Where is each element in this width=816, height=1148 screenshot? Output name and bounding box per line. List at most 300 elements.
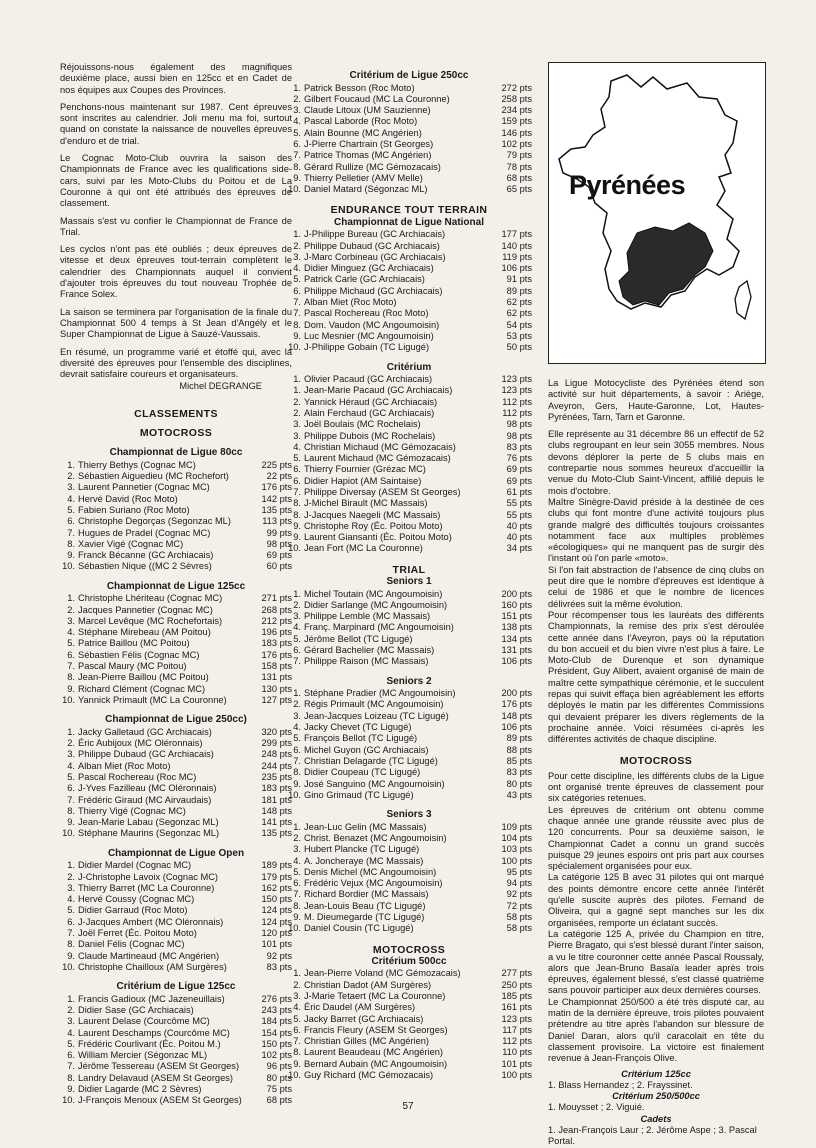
rider-name: Alain Ferchaud (GC Archiacais) bbox=[304, 407, 435, 418]
motocross-heading: MOTOCROSS bbox=[139, 427, 213, 440]
section-subheading: Critérium 500cc bbox=[371, 955, 447, 967]
rank-number: 5. bbox=[67, 771, 75, 782]
rank-number: 10. bbox=[62, 1095, 75, 1106]
rider-entry bbox=[60, 505, 190, 516]
rider-name: Didier Hapiot (AM Saintaise) bbox=[304, 475, 422, 486]
ranking-row bbox=[286, 320, 532, 331]
rider-name: Jacky Chevet (TC Ligugé) bbox=[304, 722, 412, 733]
criterium-250-heading: Critérium 250/500cc bbox=[612, 1091, 700, 1102]
rider-entry bbox=[286, 173, 423, 184]
ranking-row bbox=[286, 543, 532, 554]
rider-entry bbox=[60, 928, 197, 939]
rider-entry bbox=[60, 661, 187, 672]
rider-name: J-Michel Birault (MC Massais) bbox=[304, 498, 428, 509]
rider-points: 106 pts bbox=[501, 656, 532, 667]
rider-entry bbox=[286, 308, 429, 319]
rider-entry bbox=[60, 795, 211, 806]
rider-points: 100 pts bbox=[501, 855, 532, 866]
rider-points: 160 pts bbox=[501, 599, 532, 610]
rider-name: Christian Dadot (AM Surgères) bbox=[304, 979, 432, 990]
rank-number: 7. bbox=[67, 1061, 75, 1072]
ranking-row bbox=[286, 912, 532, 923]
rank-number: 7. bbox=[293, 150, 301, 161]
intro-paragraph: Les cyclos n'ont pas été oubliés ; deux épreuves de vitesse et deux épreuves tout-terrain complètent le calendrier des Championnats auquel il convient d'ajouter trois épreuves du tout nouveau Trophée de France Solex. bbox=[60, 244, 292, 300]
ranking-row bbox=[286, 162, 532, 173]
ranking-list bbox=[286, 968, 532, 1081]
rider-name: Thierry Vigé (Cognac MC) bbox=[78, 805, 186, 816]
rider-name: Didier Coupeau (TC Ligugé) bbox=[304, 767, 421, 778]
rider-points: 76 pts bbox=[506, 453, 532, 464]
rank-number: 3. bbox=[67, 882, 75, 893]
rider-name: Luc Mesnier (MC Angoumoisin) bbox=[304, 330, 434, 341]
rider-points: 183 pts bbox=[261, 783, 292, 794]
rider-points: 109 pts bbox=[501, 821, 532, 832]
rank-number: 3. bbox=[293, 105, 301, 116]
rider-name: Pascal Maury (MC Poitou) bbox=[78, 661, 187, 672]
rider-name: Richard Bordier (MC Massais) bbox=[304, 889, 429, 900]
rank-number: 10. bbox=[62, 961, 75, 972]
ranking-row bbox=[286, 139, 532, 150]
rider-points: 162 pts bbox=[261, 882, 292, 893]
rider-entry bbox=[60, 1028, 230, 1039]
rider-name: Christ. Benazet (MC Angoumoisin) bbox=[304, 832, 447, 843]
rider-name: Christian Delagarde (TC Ligugé) bbox=[304, 755, 438, 766]
rank-number: 1. bbox=[293, 688, 301, 699]
rider-entry bbox=[286, 1070, 433, 1081]
rider-entry bbox=[60, 749, 214, 760]
rider-entry bbox=[60, 894, 194, 905]
rank-number: 1. bbox=[293, 229, 301, 240]
rank-number: 8. bbox=[293, 509, 301, 520]
rider-points: 43 pts bbox=[506, 789, 532, 800]
rank-number: 3. bbox=[293, 710, 301, 721]
rank-number: 8. bbox=[293, 767, 301, 778]
section-heading: Championnat de Ligue 125cc bbox=[106, 580, 246, 592]
rider-name: J-Jacques Naegeli (MC Massais) bbox=[304, 509, 441, 520]
rank-number: 5. bbox=[293, 733, 301, 744]
ranking-row bbox=[60, 1005, 292, 1016]
rider-name: Laurent Delase (Courcôme MC) bbox=[78, 1016, 210, 1027]
ranking-row bbox=[286, 1047, 532, 1058]
rank-number: 7. bbox=[293, 755, 301, 766]
rank-number: 6. bbox=[67, 649, 75, 660]
rank-number: 6. bbox=[293, 285, 301, 296]
rider-entry bbox=[60, 962, 227, 973]
rider-points: 95 pts bbox=[506, 866, 532, 877]
rider-entry bbox=[60, 1073, 233, 1084]
rider-entry bbox=[286, 532, 452, 543]
rider-points: 98 pts bbox=[506, 419, 532, 430]
rider-points: 85 pts bbox=[506, 755, 532, 766]
rank-number: 9. bbox=[293, 330, 301, 341]
rider-entry bbox=[60, 761, 170, 772]
rider-points: 83 pts bbox=[266, 961, 292, 972]
rider-points: 179 pts bbox=[261, 871, 292, 882]
rider-entry bbox=[60, 817, 219, 828]
rank-number: 2. bbox=[293, 979, 301, 990]
ranking-row bbox=[286, 116, 532, 127]
section-heading: Championnat de Ligue 80cc bbox=[109, 447, 243, 459]
rider-name: Éric Daudel (AM Surgères) bbox=[304, 1002, 416, 1013]
rider-points: 55 pts bbox=[506, 498, 532, 509]
rider-entry bbox=[286, 241, 440, 252]
rider-name: Didier Minguez (GC Archiacais) bbox=[304, 263, 434, 274]
rider-name: Philippe Lemble (MC Massais) bbox=[304, 611, 431, 622]
rank-number: 9. bbox=[293, 1058, 301, 1069]
ranking-row bbox=[286, 521, 532, 532]
rank-number: 6. bbox=[293, 878, 301, 889]
rider-entry bbox=[286, 184, 428, 195]
rider-points: 106 pts bbox=[501, 263, 532, 274]
rider-name: Xavier Vigé (Cognac MC) bbox=[78, 538, 184, 549]
rank-number: 10. bbox=[288, 184, 301, 195]
rank-number: 6. bbox=[293, 464, 301, 475]
ranking-row bbox=[286, 83, 532, 94]
rider-entry bbox=[60, 917, 223, 928]
rider-name: Jacky Barret (GC Archiacais) bbox=[304, 1013, 424, 1024]
ranking-row bbox=[286, 790, 532, 801]
section-heading: TRIAL bbox=[392, 563, 426, 576]
rider-name: Gérard Bachelier (MC Massais) bbox=[304, 645, 435, 656]
rider-points: 250 pts bbox=[501, 979, 532, 990]
ranking-row bbox=[60, 672, 292, 683]
rider-entry bbox=[286, 150, 431, 161]
rider-points: 119 pts bbox=[502, 251, 532, 262]
rider-name: Jérôme Tessereau (ASEM St Georges) bbox=[78, 1061, 240, 1072]
page-number: 57 bbox=[402, 1101, 414, 1112]
rider-points: 123 pts bbox=[501, 1013, 532, 1024]
ranking-row bbox=[286, 252, 532, 263]
ranking-list bbox=[286, 83, 532, 196]
section-heading: Championnat de Ligue 250cc) bbox=[105, 714, 247, 726]
ranking-row bbox=[286, 464, 532, 475]
rider-points: 58 pts bbox=[506, 923, 532, 934]
rider-name: Didier Lagarde (MC 2 Sèvres) bbox=[78, 1084, 202, 1095]
rider-points: 61 pts bbox=[506, 487, 532, 497]
rider-name: Jean-Louis Beau (TC Ligugé) bbox=[304, 900, 426, 911]
rider-points: 200 pts bbox=[501, 688, 532, 699]
ranking-row bbox=[286, 767, 532, 778]
rider-name: Michel Guyon (GC Archiacais) bbox=[304, 744, 429, 755]
rider-name: Didier Sarlange (MC Angoumoisin) bbox=[304, 599, 448, 610]
section-heading: Seniors 3 bbox=[386, 809, 432, 821]
rider-entry bbox=[60, 627, 211, 638]
ranking-row bbox=[286, 442, 532, 453]
rider-points: 102 pts bbox=[501, 138, 532, 149]
rider-entry bbox=[60, 806, 186, 817]
rider-name: Stéphane Maurins (Segonzac ML) bbox=[78, 828, 220, 839]
rider-entry bbox=[286, 252, 446, 263]
rider-entry bbox=[286, 622, 454, 633]
rider-points: 91 pts bbox=[506, 274, 532, 285]
ranking-list bbox=[286, 374, 532, 555]
ranking-row bbox=[286, 1070, 532, 1081]
ranking-list bbox=[60, 727, 292, 840]
intro-paragraph: En résumé, un programme varié et étoffé qui, avec la diversité des épreuves pour l'ensemble des disciplines, devrait satisfaire coureurs et organisateurs. bbox=[60, 346, 292, 380]
ranking-row bbox=[286, 431, 532, 442]
rider-points: 135 pts bbox=[261, 828, 292, 839]
ranking-row bbox=[60, 471, 292, 482]
section-heading: Championnat de Ligue Open bbox=[107, 847, 245, 859]
rank-number: 8. bbox=[67, 672, 75, 683]
rider-name: Yannick Héraud (GC Archiacais) bbox=[304, 396, 438, 407]
ranking-list bbox=[286, 589, 532, 668]
rider-points: 102 pts bbox=[261, 1050, 292, 1061]
rider-points: 106 pts bbox=[501, 722, 532, 733]
rank-number: 10. bbox=[288, 789, 301, 800]
rider-entry bbox=[286, 980, 431, 991]
rider-entry bbox=[286, 162, 441, 173]
ranking-row bbox=[286, 1002, 532, 1013]
rank-number: 2. bbox=[67, 471, 75, 482]
rider-name: J-Jacques Ambert (MC Oléronnais) bbox=[78, 916, 224, 927]
ranking-row bbox=[286, 611, 532, 622]
ranking-row bbox=[60, 684, 292, 695]
ranking-list bbox=[60, 593, 292, 706]
rider-points: 271 pts bbox=[261, 593, 292, 604]
rider-entry bbox=[60, 616, 222, 627]
intro-paragraph: La saison se terminera par l'organisation de la finale du Championnat 500 4 temps à St Jean d'Angély et le Super Championnat de Ligue à Sauzé-Vaussais. bbox=[60, 306, 292, 340]
rider-name: Alain Bounne (MC Angérien) bbox=[304, 127, 422, 138]
rank-number: 5. bbox=[293, 453, 301, 464]
rider-name: Éric Aubijoux (MC Oléronnais) bbox=[78, 738, 203, 749]
rider-entry bbox=[60, 727, 212, 738]
rider-points: 189 pts bbox=[261, 860, 292, 871]
rider-name: Sébastien Nique ((MC 2 Sèvres) bbox=[78, 561, 212, 572]
rider-points: 181 pts bbox=[261, 794, 292, 805]
rider-name: Daniel Cousin (TC Ligugé) bbox=[304, 923, 414, 934]
rider-points: 69 pts bbox=[506, 464, 532, 475]
rider-entry bbox=[286, 912, 424, 923]
rider-entry bbox=[286, 521, 442, 532]
rider-points: 120 pts bbox=[261, 928, 292, 938]
rider-entry bbox=[286, 711, 449, 722]
rank-number: 1. bbox=[67, 593, 75, 604]
rider-points: 68 pts bbox=[266, 1095, 292, 1106]
rider-name: Sébastien Félis (Cognac MC) bbox=[78, 649, 200, 660]
rider-name: Jean-Marie Pacaud (GC Archiacais) bbox=[304, 385, 453, 396]
rider-entry bbox=[60, 883, 214, 894]
rider-points: 130 pts bbox=[261, 683, 292, 694]
rider-points: 92 pts bbox=[266, 950, 292, 961]
rider-entry bbox=[286, 844, 419, 855]
rider-points: 40 pts bbox=[506, 520, 532, 531]
rider-name: Franç. Marpinard (MC Angoumoisin) bbox=[304, 622, 454, 633]
rider-name: Christophe Lhériteau (Cognac MC) bbox=[78, 593, 223, 604]
rider-points: 183 pts bbox=[261, 638, 292, 649]
rank-number: 7. bbox=[293, 889, 301, 900]
rider-name: Jacky Galletaud (GC Archiacais) bbox=[78, 726, 212, 737]
rider-points: 158 pts bbox=[261, 661, 292, 672]
rider-entry bbox=[286, 991, 445, 1002]
rider-points: 98 pts bbox=[266, 538, 292, 549]
rider-points: 148 pts bbox=[501, 710, 532, 721]
rank-number: 7. bbox=[67, 527, 75, 538]
rider-entry bbox=[286, 408, 434, 419]
ranking-row bbox=[60, 494, 292, 505]
rider-entry bbox=[286, 297, 396, 308]
rider-entry bbox=[60, 684, 205, 695]
rider-points: 138 pts bbox=[501, 622, 532, 633]
rank-number: 4. bbox=[67, 760, 75, 771]
rider-entry bbox=[286, 263, 434, 274]
rider-points: 50 pts bbox=[506, 342, 532, 353]
ranking-row bbox=[60, 939, 292, 950]
rank-number: 2. bbox=[293, 407, 301, 418]
ranking-row bbox=[60, 627, 292, 638]
rider-points: 176 pts bbox=[261, 482, 292, 493]
rank-number: 10. bbox=[62, 828, 75, 839]
rider-name: Yannick Primault (MC La Couronne) bbox=[78, 694, 227, 705]
rider-points: 62 pts bbox=[506, 308, 532, 319]
ranking-row bbox=[286, 184, 532, 195]
rank-number: 4. bbox=[67, 627, 75, 638]
ranking-row bbox=[60, 482, 292, 493]
rider-points: 110 pts bbox=[502, 1047, 532, 1058]
ranking-row bbox=[286, 889, 532, 900]
ranking-row bbox=[60, 460, 292, 471]
rank-number: 3. bbox=[67, 749, 75, 760]
section-subheading: Seniors 1 bbox=[386, 576, 432, 588]
rider-entry bbox=[60, 605, 213, 616]
rider-name: Jérôme Bellot (TC Ligugé) bbox=[304, 633, 413, 644]
ranking-row bbox=[60, 561, 292, 572]
rider-name: Laurent Deschamps (Courcôme MC) bbox=[78, 1027, 230, 1038]
rider-entry bbox=[60, 494, 178, 505]
rider-points: 299 pts bbox=[261, 738, 292, 749]
rider-entry bbox=[60, 905, 188, 916]
rank-number: 3. bbox=[67, 482, 75, 493]
rider-points: 244 pts bbox=[261, 760, 292, 771]
column-left bbox=[60, 62, 292, 1107]
rider-entry bbox=[286, 464, 426, 475]
rider-points: 112 pts bbox=[502, 396, 532, 407]
rider-entry bbox=[286, 733, 417, 744]
ranking-list bbox=[60, 994, 292, 1107]
rank-number: 8. bbox=[67, 1072, 75, 1083]
rider-name: Didier Mardel (Cognac MC) bbox=[78, 860, 192, 871]
ranking-row bbox=[286, 645, 532, 656]
rider-points: 55 pts bbox=[506, 509, 532, 520]
rider-name: Christian Michaud (MC Gémozacais) bbox=[304, 441, 456, 452]
rider-points: 268 pts bbox=[261, 604, 292, 615]
rider-name: Patrice Thomas (MC Angérien) bbox=[304, 150, 432, 161]
rider-name: J-François Menoux (ASEM St Georges) bbox=[78, 1095, 242, 1106]
ranking-row bbox=[60, 695, 292, 706]
rider-entry bbox=[286, 822, 426, 833]
rider-entry bbox=[286, 487, 461, 498]
ranking-row bbox=[286, 634, 532, 645]
rider-points: 258 pts bbox=[501, 93, 532, 104]
rider-name: Christophe Degorças (Segonzac ML) bbox=[78, 516, 231, 527]
rider-name: Gilbert Foucaud (MC La Couronne) bbox=[304, 93, 450, 104]
rider-points: 62 pts bbox=[506, 297, 532, 308]
ranking-row bbox=[286, 487, 532, 498]
rank-number: 4. bbox=[67, 894, 75, 905]
rank-number: 8. bbox=[67, 939, 75, 950]
rank-number: 6. bbox=[293, 138, 301, 149]
ranking-row bbox=[286, 1025, 532, 1036]
col2-rankings bbox=[286, 70, 532, 1081]
rider-name: Hervé David (Roc Moto) bbox=[78, 493, 178, 504]
rank-number: 7. bbox=[293, 487, 301, 497]
rider-entry bbox=[286, 397, 437, 408]
ranking-list bbox=[286, 229, 532, 353]
rider-entry bbox=[286, 510, 440, 521]
rider-entry bbox=[60, 650, 199, 661]
rider-entry bbox=[60, 1050, 207, 1061]
rider-points: 234 pts bbox=[501, 105, 532, 116]
ranking-row bbox=[286, 1059, 532, 1070]
rank-number: 9. bbox=[67, 550, 75, 561]
rider-name: J-Pierre Chartrain (St Georges) bbox=[304, 138, 434, 149]
ranking-row bbox=[286, 374, 532, 385]
rider-points: 150 pts bbox=[261, 1038, 292, 1049]
rank-number: 9. bbox=[67, 817, 75, 828]
rider-name: Philippe Dubois (MC Rochelais) bbox=[304, 430, 436, 441]
rider-name: Jean-Luc Gelin (MC Massais) bbox=[304, 821, 427, 832]
rider-entry bbox=[60, 550, 213, 561]
rider-points: 88 pts bbox=[506, 744, 532, 755]
ranking-row bbox=[60, 550, 292, 561]
rider-name: J-Marc Corbineau (GC Archiacais) bbox=[304, 251, 446, 262]
ranking-row bbox=[60, 761, 292, 772]
ranking-row bbox=[286, 923, 532, 934]
ranking-row bbox=[286, 688, 532, 699]
rider-entry bbox=[286, 722, 411, 733]
rider-entry bbox=[286, 968, 461, 979]
ranking-row bbox=[286, 476, 532, 487]
ranking-row bbox=[60, 661, 292, 672]
rank-number: 5. bbox=[67, 638, 75, 649]
rider-name: J-Marie Tetaert (MC La Couronne) bbox=[304, 990, 446, 1001]
rider-name: M. Dieumegarde (TC Ligugé) bbox=[304, 912, 425, 922]
ranking-row bbox=[286, 878, 532, 889]
ranking-row bbox=[286, 241, 532, 252]
region-title: Pyrénées bbox=[569, 170, 686, 200]
rider-entry bbox=[286, 634, 413, 645]
ranking-row bbox=[60, 1016, 292, 1027]
rank-number: 2. bbox=[293, 699, 301, 710]
rider-points: 124 pts bbox=[261, 916, 292, 927]
rider-points: 99 pts bbox=[266, 527, 292, 538]
rider-entry bbox=[60, 1061, 239, 1072]
rider-points: 123 pts bbox=[501, 374, 532, 385]
ranking-row bbox=[60, 605, 292, 616]
rider-entry bbox=[286, 128, 422, 139]
rank-number: 9. bbox=[67, 683, 75, 694]
ranking-row bbox=[286, 308, 532, 319]
rider-entry bbox=[286, 498, 427, 509]
ranking-row bbox=[60, 806, 292, 817]
ranking-row bbox=[286, 419, 532, 430]
ranking-row bbox=[286, 901, 532, 912]
rank-number: 8. bbox=[67, 805, 75, 816]
rank-number: 6. bbox=[293, 744, 301, 755]
rider-points: 196 pts bbox=[261, 627, 292, 638]
rank-number: 1. bbox=[293, 374, 301, 385]
rider-points: 68 pts bbox=[506, 172, 532, 183]
ranking-row bbox=[60, 1084, 292, 1095]
rider-name: Guy Richard (MC Gémozacais) bbox=[304, 1070, 434, 1081]
criterium-125-results: 1. Blass Hernandez ; 2. Frayssinet. bbox=[548, 1079, 693, 1090]
rank-number: 3. bbox=[67, 615, 75, 626]
rider-name: William Mercier (Ségonzac ML) bbox=[78, 1050, 208, 1061]
rank-number: 9. bbox=[67, 1084, 75, 1095]
rank-number: 1. bbox=[293, 588, 301, 599]
region-paragraph: Elle représente au 31 décembre 86 un effectif de 52 clubs regroupant en leur sein 3055 membres. Nous devons déplorer la perte de 5 clubs mais en contrepartie nous sommes heureux d'accueillir la venue du Moto-Club Saint-Vincent, affilié depuis le mois d'octobre. bbox=[548, 429, 764, 496]
rank-number: 4. bbox=[293, 263, 301, 274]
